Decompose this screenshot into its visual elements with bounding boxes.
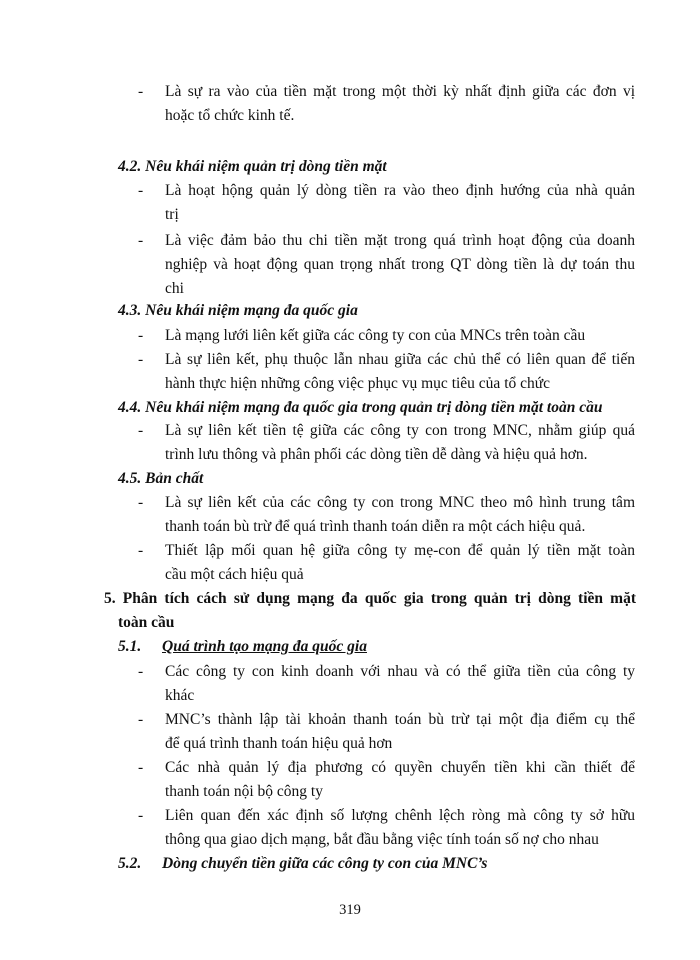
bullet-marker: - xyxy=(138,807,144,824)
bullet-marker: - xyxy=(138,182,144,199)
heading-4-4: 4.4. Nêu khái niệm mạng đa quốc gia trong quản trị dòng tiền mặt toàn cầu xyxy=(118,399,603,416)
bullet-text xyxy=(165,539,635,587)
bullet-line: Là việc đảm bảo thu chi tiền mặt trong quá trình hoạt động của doanh xyxy=(165,232,635,249)
subsection-number: 5.1. xyxy=(118,638,142,655)
heading-4-2: 4.2. Nêu khái niệm quản trị dòng tiền mặt xyxy=(118,158,387,175)
bullet-marker: - xyxy=(138,232,144,249)
heading-4-3: 4.3. Nêu khái niệm mạng đa quốc gia xyxy=(118,302,358,319)
page-number: 319 xyxy=(339,902,361,918)
bullet-text xyxy=(165,804,635,852)
bullet-text xyxy=(165,756,635,804)
bullet-marker: - xyxy=(138,711,144,728)
subsection-5-2-heading xyxy=(118,852,487,876)
section-heading-line: toàn cầu xyxy=(118,614,175,631)
bullet-line: Là mạng lưới liên kết giữa các công ty con của MNCs trên toàn cầu xyxy=(165,327,586,344)
bullet-line: hành thực hiện những công việc phục vụ mục tiêu của tổ chức xyxy=(165,375,551,392)
bullet-line: Liên quan đến xác định số lượng chênh lệch ròng mà công ty sở hữu xyxy=(165,807,635,824)
subsection-number: 5.2. xyxy=(118,855,142,872)
bullet-line: Là sự ra vào của tiền mặt trong một thời kỳ nhất định giữa các đơn vị xyxy=(165,83,635,100)
bullet-line: Là sự liên kết của các công ty con trong MNC theo mô hình trung tâm xyxy=(165,494,635,511)
bullet-line: trình lưu thông và phân phối các dòng tiền dễ dàng và hiệu quả hơn. xyxy=(165,446,588,463)
bullet-line: Các công ty con kinh doanh với nhau và có thể giữa tiền của công ty xyxy=(165,663,635,680)
bullet-line: trị xyxy=(165,206,179,223)
bullet-marker: - xyxy=(138,663,144,680)
bullet-line: thanh toán bù trừ để quá trình thanh toán diễn ra một cách hiệu quả. xyxy=(165,518,586,535)
bullet-line: chi xyxy=(165,280,184,297)
bullet-line: Là sự liên kết tiền tệ giữa các công ty con trong MNC, nhằm giúp quá xyxy=(165,422,635,439)
bullet-text xyxy=(165,348,635,396)
heading-4-5: 4.5. Bản chất xyxy=(118,470,204,487)
bullet-marker: - xyxy=(138,327,144,344)
bullet-line: hoặc tổ chức kinh tế. xyxy=(165,107,295,124)
bullet-line: thông qua giao dịch mạng, bắt đầu bằng việc tính toán số nợ cho nhau xyxy=(165,831,599,848)
bullet-marker: - xyxy=(138,759,144,776)
bullet-line: MNC’s thành lập tài khoản thanh toán bù trừ tại một địa điểm cụ thể xyxy=(165,711,635,728)
bullet-line: Thiết lập mối quan hệ giữa công ty mẹ-con để quản lý tiền mặt toàn xyxy=(165,542,635,559)
bullet-text xyxy=(165,419,635,467)
bullet-line: Các nhà quản lý địa phương có quyền chuyển tiền khi cần thiết để xyxy=(165,759,635,776)
bullet-marker: - xyxy=(138,83,144,100)
bullet-marker: - xyxy=(138,542,144,559)
bullet-marker: - xyxy=(138,494,144,511)
section-5-heading xyxy=(104,587,636,635)
bullet-line: thanh toán nội bộ công ty xyxy=(165,783,323,800)
bullet-text xyxy=(165,660,635,708)
subsection-title: Dòng chuyển tiền giữa các công ty con của MNC’s xyxy=(162,855,488,872)
bullet-line: nghiệp và hoạt động quan trọng nhất trong QT dòng tiền là dự toán thu xyxy=(165,256,635,273)
bullet-text xyxy=(165,229,635,301)
bullet-text xyxy=(165,324,635,348)
bullet-line: Là sự liên kết, phụ thuộc lẫn nhau giữa các chủ thể có liên quan để tiến xyxy=(165,351,635,368)
bullet-text xyxy=(165,80,635,128)
bullet-line: Là hoạt hộng quản lý dòng tiền ra vào theo định hướng của nhà quản xyxy=(165,182,635,199)
bullet-line: để quá trình thanh toán hiệu quả hơn xyxy=(165,735,393,752)
bullet-line: khác xyxy=(165,687,195,704)
subsection-title: Quá trình tạo mạng đa quốc gia xyxy=(162,638,367,655)
bullet-text xyxy=(165,708,635,756)
section-heading-line: 5. Phân tích cách sử dụng mạng đa quốc gia trong quản trị dòng tiền mặt xyxy=(104,590,636,607)
bullet-text xyxy=(165,491,635,539)
subsection-5-1-heading xyxy=(118,635,367,659)
bullet-line: cầu một cách hiệu quả xyxy=(165,566,304,583)
bullet-marker: - xyxy=(138,351,144,368)
bullet-marker: - xyxy=(138,422,144,439)
bullet-text xyxy=(165,179,635,227)
